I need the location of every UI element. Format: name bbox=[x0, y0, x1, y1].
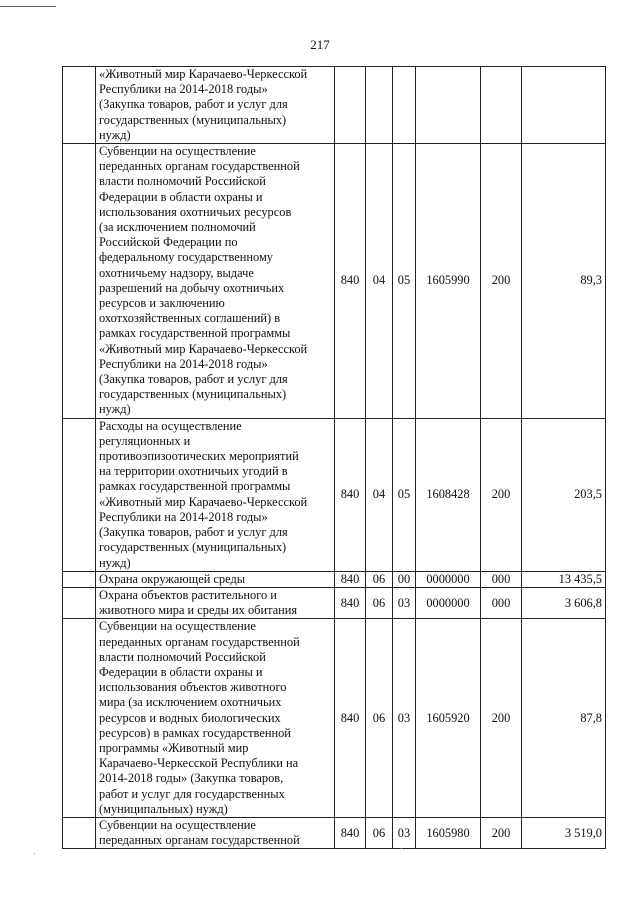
row-amount: 89,3 bbox=[522, 144, 606, 419]
row-amount: 203,5 bbox=[522, 418, 606, 571]
row-expense-type-code bbox=[481, 67, 522, 144]
row-name bbox=[96, 144, 335, 419]
row-target-article-code bbox=[416, 67, 481, 144]
row-amount bbox=[522, 67, 606, 144]
row-section-code: 06 bbox=[366, 817, 393, 848]
budget-table-body bbox=[63, 67, 606, 849]
page-number: 217 bbox=[310, 37, 330, 52]
row-expense-type-code: 200 bbox=[481, 418, 522, 571]
row-blank-cell bbox=[63, 571, 96, 587]
scan-edge-mark bbox=[0, 6, 56, 7]
row-blank-cell bbox=[63, 587, 96, 618]
row-blank-cell bbox=[63, 67, 96, 144]
row-subsection-code: 03 bbox=[393, 619, 416, 818]
row-blank-cell bbox=[63, 144, 96, 419]
row-name bbox=[96, 817, 335, 848]
row-section-code: 06 bbox=[366, 587, 393, 618]
row-section-code: 06 bbox=[366, 619, 393, 818]
row-target-article-code: 0000000 bbox=[416, 587, 481, 618]
row-grbs-code: 840 bbox=[335, 587, 366, 618]
row-subsection-code: 03 bbox=[393, 817, 416, 848]
row-name bbox=[96, 418, 335, 571]
row-section-code: 04 bbox=[366, 144, 393, 419]
row-name bbox=[96, 67, 335, 144]
row-grbs-code bbox=[335, 67, 366, 144]
row-name-text: Расходы на осуществление регуляционных и противоэпизоотических мероприятий на территории охотничьих угодий в рамках государственной программы «Животный мир Карачаево-Черкесской Республики на 2014-2018 годы» (Закупка товаров, работ и услуг для государственных (муниципальных) нужд) bbox=[99, 418, 308, 570]
row-name-text: Субвенции на осуществление переданных органам государственной bbox=[99, 817, 300, 848]
scan-speck bbox=[401, 848, 402, 849]
row-amount: 3 519,0 bbox=[522, 817, 606, 848]
row-target-article-code: 1605990 bbox=[416, 144, 481, 419]
table-row bbox=[63, 418, 606, 571]
row-section-code: 06 bbox=[366, 571, 393, 587]
table-row bbox=[63, 571, 606, 587]
row-grbs-code: 840 bbox=[335, 418, 366, 571]
row-amount: 13 435,5 bbox=[522, 571, 606, 587]
table-row bbox=[63, 67, 606, 144]
row-expense-type-code: 000 bbox=[481, 587, 522, 618]
table-row bbox=[63, 587, 606, 618]
row-target-article-code: 1605920 bbox=[416, 619, 481, 818]
row-blank-cell bbox=[63, 418, 96, 571]
row-grbs-code: 840 bbox=[335, 571, 366, 587]
row-grbs-code: 840 bbox=[335, 144, 366, 419]
row-section-code: 04 bbox=[366, 418, 393, 571]
row-target-article-code: 1608428 bbox=[416, 418, 481, 571]
row-subsection-code: 05 bbox=[393, 144, 416, 419]
row-amount: 87,8 bbox=[522, 619, 606, 818]
row-expense-type-code: 200 bbox=[481, 619, 522, 818]
row-target-article-code: 1605980 bbox=[416, 817, 481, 848]
row-target-article-code: 0000000 bbox=[416, 571, 481, 587]
row-blank-cell bbox=[63, 619, 96, 818]
table-row bbox=[63, 817, 606, 848]
row-expense-type-code: 200 bbox=[481, 817, 522, 848]
row-subsection-code: 05 bbox=[393, 418, 416, 571]
row-amount: 3 606,8 bbox=[522, 587, 606, 618]
row-name-text: Охрана объектов растительного и животного мира и среды их обитания bbox=[99, 587, 298, 618]
row-name bbox=[96, 587, 335, 618]
row-grbs-code: 840 bbox=[335, 817, 366, 848]
row-subsection-code: 03 bbox=[393, 587, 416, 618]
row-expense-type-code: 200 bbox=[481, 144, 522, 419]
row-subsection-code bbox=[393, 67, 416, 144]
budget-table bbox=[62, 66, 606, 849]
table-row bbox=[63, 144, 606, 419]
row-blank-cell bbox=[63, 817, 96, 848]
row-name-text: Субвенции на осуществление переданных органам государственной власти полномочий Российской Федерации в области охраны и использования охотничьих ресурсов (за исключением полномочий Российской Федерации по федеральному государственному охотничьему надзору, выдаче разрешений на добычу охотничьих ресурсов и заключению охотхозяйственных соглашений) в рамках государственной программы «Животный мир Карачаево-Черкесской Республики на 2014-2018 годы» (Закупка товаров, работ и услуг для государственных (муниципальных) нужд) bbox=[99, 144, 308, 417]
row-name bbox=[96, 571, 335, 587]
table-row bbox=[63, 619, 606, 818]
row-name-text: Охрана окружающей среды bbox=[99, 571, 246, 586]
row-expense-type-code: 000 bbox=[481, 571, 522, 587]
scan-speck bbox=[34, 853, 35, 854]
row-name-text: «Животный мир Карачаево-Черкесской Республики на 2014-2018 годы» (Закупка товаров, работ и услуг для государственных (муниципальных) нужд) bbox=[99, 67, 308, 142]
row-subsection-code: 00 bbox=[393, 571, 416, 587]
row-section-code bbox=[366, 67, 393, 144]
row-name-text: Субвенции на осуществление переданных органам государственной власти полномочий Российской Федерации в области охраны и использования объектов животного мира (за исключением охотничьих ресурсов и водных биологических ресурсов) в рамках государственной программы «Животный мир Карачаево-Черкесской Республики на 2014-2018 годы» (Закупка товаров, работ и услуг для государственных (муниципальных) нужд) bbox=[99, 619, 300, 816]
row-name bbox=[96, 619, 335, 818]
row-grbs-code: 840 bbox=[335, 619, 366, 818]
